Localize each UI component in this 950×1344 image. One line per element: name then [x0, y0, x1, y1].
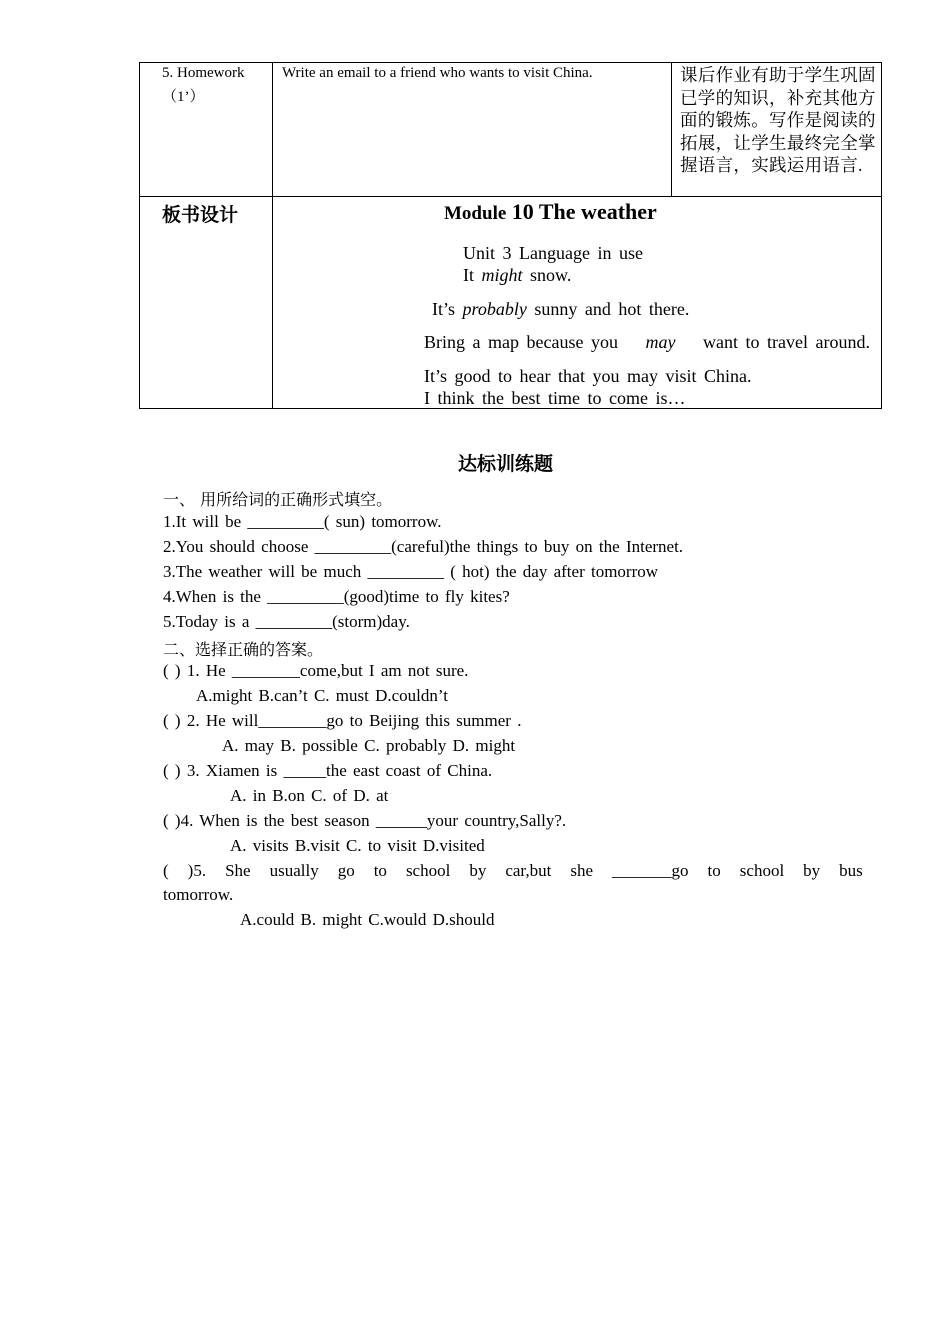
choice-q4-options: A. visits B.visit C. to visit D.visited	[230, 836, 485, 855]
homework-step: 5. Homework	[162, 65, 245, 81]
choice-q2: ( ) 2. He will________go to Beijing this summer .	[163, 711, 522, 730]
board-line-might	[463, 265, 571, 286]
part2-heading: 二、选择正确的答案。	[163, 640, 324, 659]
choice-q5-continued: tomorrow.	[163, 885, 234, 904]
board-title-rest: 10 The weather	[511, 199, 657, 224]
q5-word: school	[739, 861, 785, 880]
board-line-probably-post: sunny and hot there.	[526, 299, 690, 319]
board-design-label: 板书设计	[162, 204, 239, 226]
fill-item-3: 3.The weather will be much _________ ( hot) the day after tomorrow	[163, 562, 659, 581]
q5-word: she	[570, 861, 594, 880]
q5-word: car,but	[505, 861, 552, 880]
board-line-might-post: snow.	[522, 265, 572, 285]
table-col-divider	[272, 62, 273, 409]
q5-word: _______go	[612, 861, 689, 880]
part1-heading: 一、 用所给词的正确形式填空。	[163, 490, 393, 509]
q5-word: by	[803, 861, 821, 880]
choice-q5	[163, 861, 863, 881]
board-line-may	[424, 332, 870, 353]
exercises-title: 达标训练题	[458, 453, 554, 475]
q5-word: school	[405, 861, 451, 880]
choice-q3: ( ) 3. Xiamen is _____the east coast of China.	[163, 761, 493, 780]
board-line-may-a: Bring a map because you	[424, 332, 618, 352]
fill-item-1: 1.It will be _________( sun) tomorrow.	[163, 512, 442, 531]
board-line-best-time: I think the best time to come is…	[424, 388, 686, 408]
table-border-right	[881, 62, 882, 409]
q5-word: She	[225, 861, 251, 880]
table-border-top	[139, 62, 882, 63]
board-line-may-b: want to travel around.	[703, 332, 870, 352]
board-line-probably-em: probably	[462, 299, 527, 319]
homework-purpose: 课后作业有助于学生巩固已学的知识，补充其他方面的锻炼。写作是阅读的拓展，让学生最终完全掌握语言，实践运用语言.	[680, 65, 876, 175]
fill-item-2: 2.You should choose _________(careful)the things to buy on the Internet.	[163, 537, 684, 556]
choice-q1-options: A.might B.can’t C. must D.couldn’t	[196, 686, 448, 705]
fill-item-5: 5.Today is a _________(storm)day.	[163, 612, 410, 631]
board-line-probably-pre: It’s	[432, 299, 463, 319]
table-col-divider-note	[671, 62, 672, 197]
q5-word: to	[707, 861, 721, 880]
board-title-module: Module	[444, 203, 507, 224]
q5-word: bus	[839, 861, 863, 880]
board-line-visit: It’s good to hear that you may visit China.	[424, 366, 752, 386]
q5-word: to	[373, 861, 387, 880]
table-border-left	[139, 62, 140, 409]
board-line-might-em: might	[481, 265, 523, 285]
choice-q1: ( ) 1. He ________come,but I am not sure.	[163, 661, 469, 680]
board-line-might-pre: It	[463, 265, 482, 285]
board-line-probably	[432, 299, 689, 320]
homework-activity: Write an email to a friend who wants to visit China.	[282, 65, 593, 81]
choice-q5-options: A.could B. might C.would D.should	[240, 910, 495, 929]
q5-word: go	[337, 861, 355, 880]
board-title	[444, 199, 657, 225]
q5-word: )5.	[187, 861, 207, 880]
board-line-may-em: may	[645, 332, 676, 352]
homework-time: （1’）	[162, 89, 205, 105]
choice-q3-options: A. in B.on C. of D. at	[230, 786, 389, 805]
choice-q2-options: A. may B. possible C. probably D. might	[222, 736, 516, 755]
q5-word: (	[163, 861, 169, 880]
fill-item-4: 4.When is the _________(good)time to fly kites?	[163, 587, 510, 606]
board-line-unit: Unit 3 Language in use	[463, 243, 643, 263]
q5-word: usually	[269, 861, 319, 880]
choice-q4: ( )4. When is the best season ______your country,Sally?.	[163, 811, 567, 830]
q5-word: by	[469, 861, 487, 880]
table-row-divider	[139, 196, 882, 197]
